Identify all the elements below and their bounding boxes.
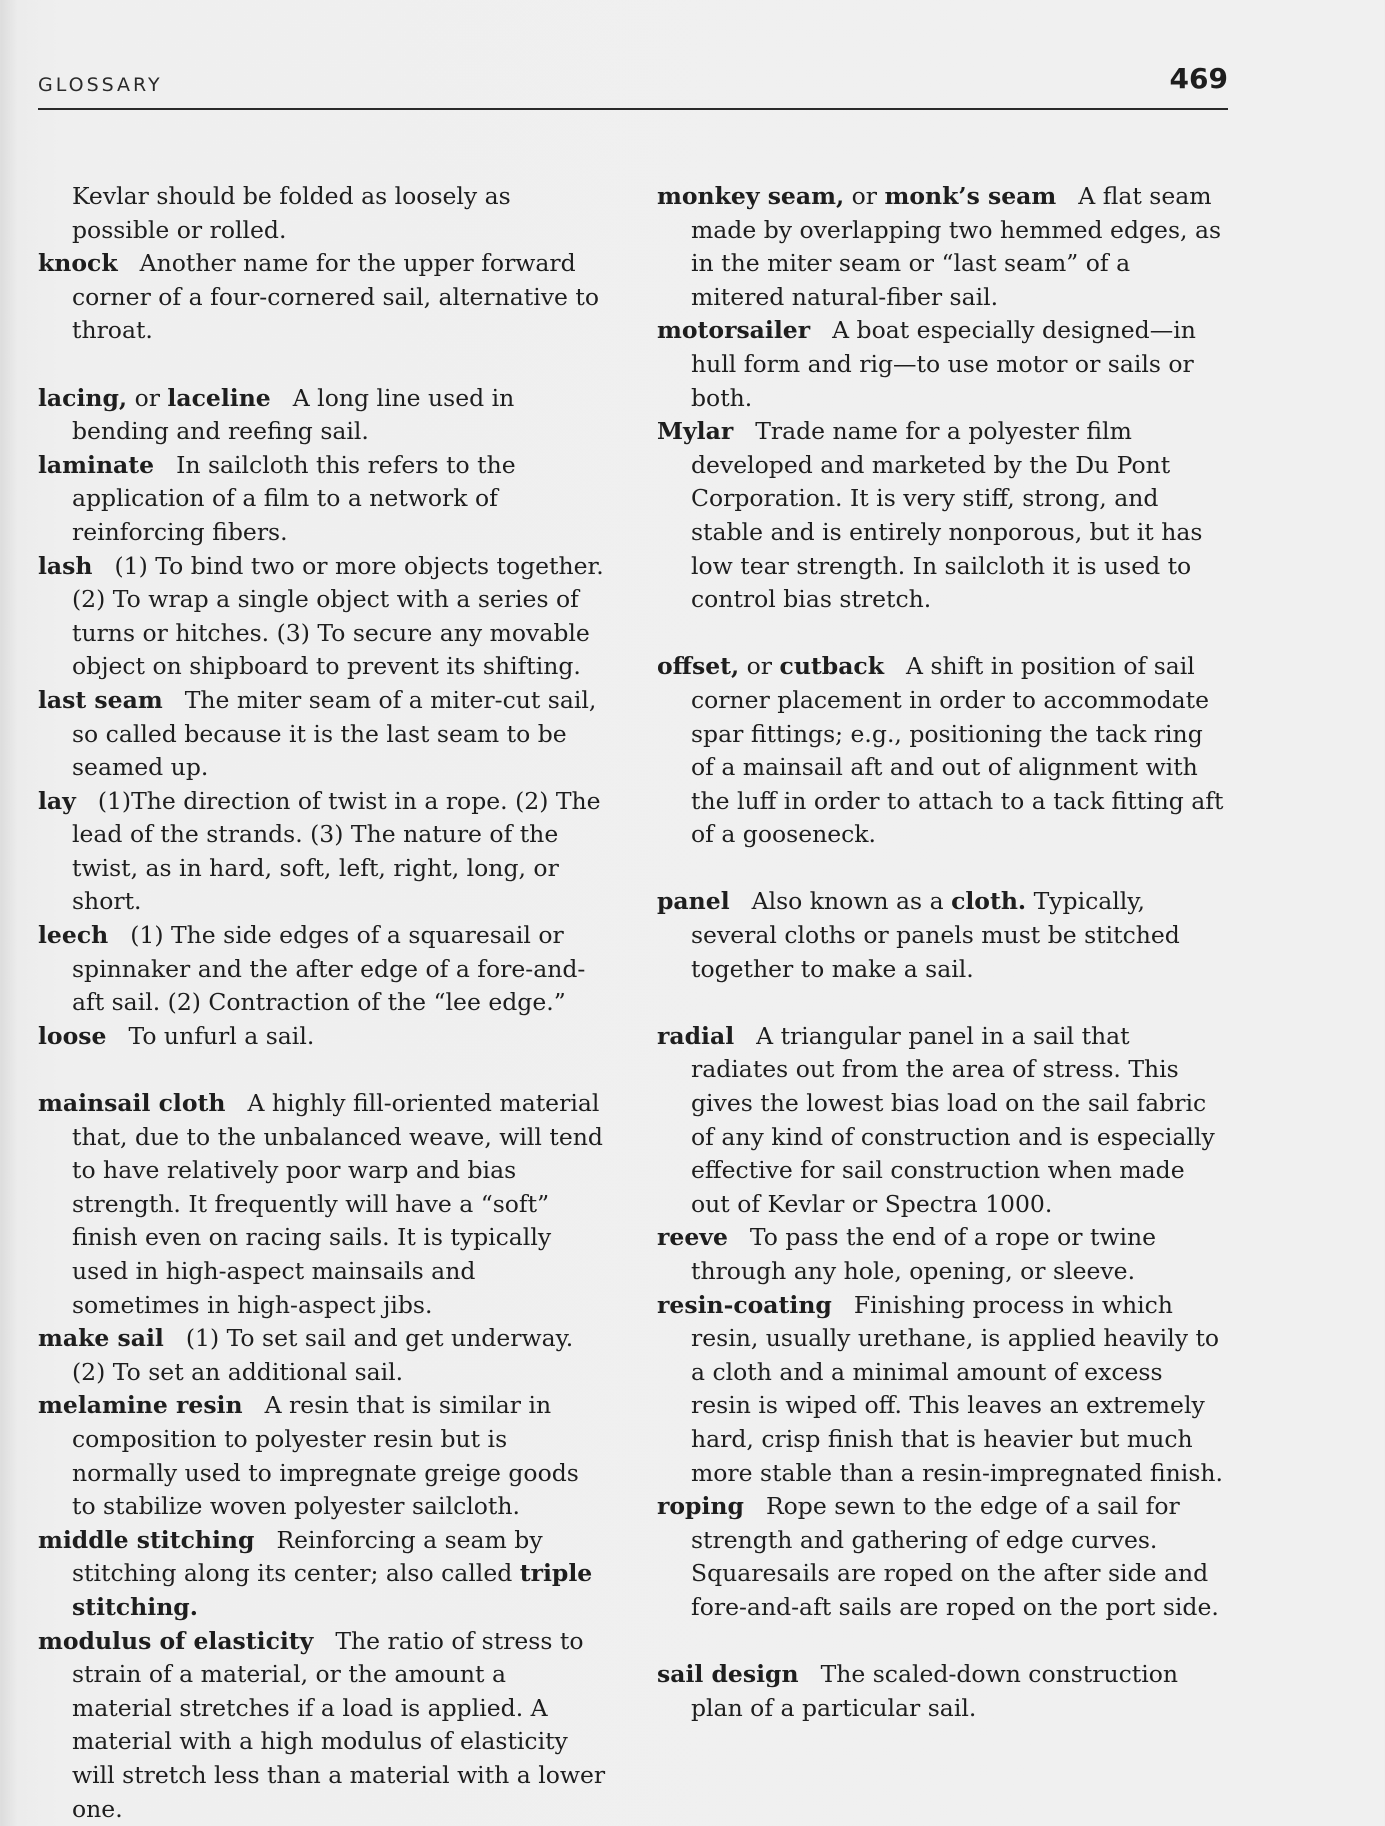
glossary-entry: [657, 180, 1227, 314]
entry-definition: A long line used in bending and reefing sail.: [72, 383, 515, 446]
entry-definition: In sailcloth this refers to the application of a film to a network of reinforcing fibers.: [72, 450, 516, 546]
entry-definition: To pass the end of a rope or twine through any hole, opening, or sleeve.: [691, 1223, 1157, 1285]
glossary-entry: [657, 1020, 1227, 1222]
entry-term: loose: [38, 1021, 107, 1050]
entry-definition: A shift in position of sail corner placement in order to accommodate spar fittings; e.g., positioning the tack ring of a mainsail aft and out of alignment with the luff in order to attach to a tack fitting aft of a gooseneck.: [691, 652, 1224, 849]
entry-definition: Reinforcing a seam by stitching along its center; also called: [72, 1525, 543, 1588]
entry-definition: A boat especially designed—in hull form and rig—to use motor or sails or both.: [691, 316, 1196, 412]
term-connector: or: [739, 652, 780, 681]
entry-term: lash: [38, 551, 93, 580]
glossary-entry: [38, 785, 608, 919]
entry-term: monkey seam,: [657, 182, 845, 210]
entry-term: melamine resin: [38, 1391, 243, 1420]
cross-reference-term: triple stitching.: [72, 1559, 593, 1621]
entry-term: sail design: [657, 1660, 799, 1689]
entry-term: middle stitching: [38, 1525, 255, 1554]
entry-term-alt: cutback: [779, 652, 885, 681]
entry-term: roping: [657, 1492, 744, 1521]
entry-definition: The scaled-down construction plan of a particular sail.: [691, 1660, 1179, 1722]
entry-definition: Rope sewn to the edge of a sail for strength and gathering of edge curves. Squaresails are roped on the after side and fore-and-aft sails are roped on the port side.: [691, 1492, 1219, 1621]
entry-definition: (1)The direction of twist in a rope. (2) The lead of the strands. (3) The nature of the twist, as in hard, soft, left, right, long, or short.: [72, 786, 601, 916]
glossary-entry: [38, 919, 608, 1020]
glossary-entry: [38, 1020, 608, 1054]
entry-term: knock: [38, 249, 118, 278]
glossary-entry: [38, 247, 608, 348]
entry-term: motorsailer: [657, 316, 811, 345]
cross-reference-term: cloth.: [951, 887, 1027, 916]
entry-term: modulus of elasticity: [38, 1626, 314, 1655]
entry-definition: A highly fill-oriented material that, due to the unbalanced weave, will tend to have relatively poor warp and bias strength. It frequently will have a “soft” finish even on racing sails. It is typically used in high-aspect mainsails and sometimes in high-aspect jibs.: [72, 1089, 603, 1319]
entry-term: resin-coating: [657, 1290, 832, 1319]
entry-definition: Finishing process in which resin, usually urethane, is applied heavily to a cloth and a minimal amount of excess resin is wiped off. This leaves an extremely hard, crisp finish that is heavier but much more stable than a resin-impregnated finish.: [691, 1290, 1223, 1487]
glossary-entry: [38, 449, 608, 550]
entry-term: panel: [657, 887, 730, 916]
term-connector: or: [844, 182, 885, 210]
glossary-entry: [657, 1658, 1227, 1725]
left-column: [38, 180, 608, 1826]
running-head-title: GLOSSARY: [38, 74, 163, 96]
glossary-entry: [657, 885, 1227, 986]
entry-term: radial: [657, 1021, 735, 1050]
glossary-entry: [38, 550, 608, 684]
glossary-entry: [657, 1289, 1227, 1491]
glossary-entry-continuation: [38, 180, 608, 247]
entry-definition: The ratio of stress to strain of a material, or the amount a material stretches if a load is applied. A material with a high modulus of elasticity will stretch less than a material with a lower one.: [72, 1626, 606, 1823]
entry-term-alt: monk’s seam: [884, 182, 1057, 210]
glossary-entry: [657, 650, 1227, 852]
entry-definition: The miter seam of a miter-cut sail, so called because it is the last seam to be seamed up.: [72, 685, 597, 782]
glossary-entry: [38, 1389, 608, 1523]
entry-term: laminate: [38, 450, 155, 479]
entry-definition: Trade name for a polyester film developed and marketed by the Du Pont Corporation. It is very stiff, strong, and stable and is entirely nonporous, but it has low tear strength. In sailcloth it is used to control bias stretch.: [691, 417, 1203, 614]
glossary-entry: [38, 1625, 608, 1826]
entry-definition: Also known as a: [751, 887, 952, 916]
entry-definition: A resin that is similar in composition to polyester resin but is normally used to impregnate greige goods to stabilize woven polyester sailcloth.: [72, 1391, 579, 1521]
running-header: [38, 60, 1228, 110]
glossary-entry: [657, 415, 1227, 617]
glossary-entry: [657, 1490, 1227, 1624]
entry-term: lay: [38, 786, 76, 815]
entry-definition: (1) To set sail and get underway. (2) To set an additional sail.: [72, 1324, 574, 1386]
entry-definition: (1) The side edges of a squaresail or spinnaker and the after edge of a fore-and-aft sail. (2) Contraction of the “lee edge.”: [72, 921, 586, 1017]
entry-term: lacing,: [38, 383, 128, 412]
glossary-entry: [38, 1087, 608, 1322]
entry-definition: Another name for the upper forward corner of a four-cornered sail, alternative to throat.: [72, 249, 599, 345]
entry-term: offset,: [657, 652, 740, 681]
glossary-entry: [38, 684, 608, 785]
entry-definition: (1) To bind two or more objects together. (2) To wrap a single object with a series of turns or hitches. (3) To secure any movable object on shipboard to prevent its shifting.: [72, 551, 604, 681]
right-column: [657, 180, 1227, 1725]
glossary-entry: [38, 382, 608, 449]
entry-term: Mylar: [657, 417, 734, 446]
entry-term: make sail: [38, 1324, 164, 1353]
entry-definition: A triangular panel in a sail that radiates out from the area of stress. This gives the lowest bias load on the sail fabric of any kind of construction and is especially effective for sail construction when made out of Kevlar or Spectra 1000.: [691, 1021, 1215, 1218]
entry-term: last seam: [38, 685, 163, 714]
entry-term-alt: laceline: [167, 383, 271, 412]
glossary-entry: [38, 1322, 608, 1389]
entry-term: leech: [38, 921, 109, 950]
glossary-entry: [38, 1524, 608, 1625]
entry-term: reeve: [657, 1223, 728, 1252]
entry-term: mainsail cloth: [38, 1089, 226, 1118]
page-number: 469: [1169, 62, 1228, 95]
glossary-entry: [657, 314, 1227, 415]
glossary-entry: [657, 1221, 1227, 1288]
entry-definition: A flat seam made by overlapping two hemmed edges, as in the miter seam or “last seam” of a mitered natural-fiber sail.: [691, 182, 1222, 311]
entry-definition: To unfurl a sail.: [128, 1021, 315, 1050]
entry-text: Kevlar should be folded as loosely as possible or rolled.: [72, 182, 511, 244]
term-connector: or: [127, 383, 168, 412]
entry-definition-tail: Typically, several cloths or panels must be stitched together to make a sail.: [691, 887, 1180, 983]
